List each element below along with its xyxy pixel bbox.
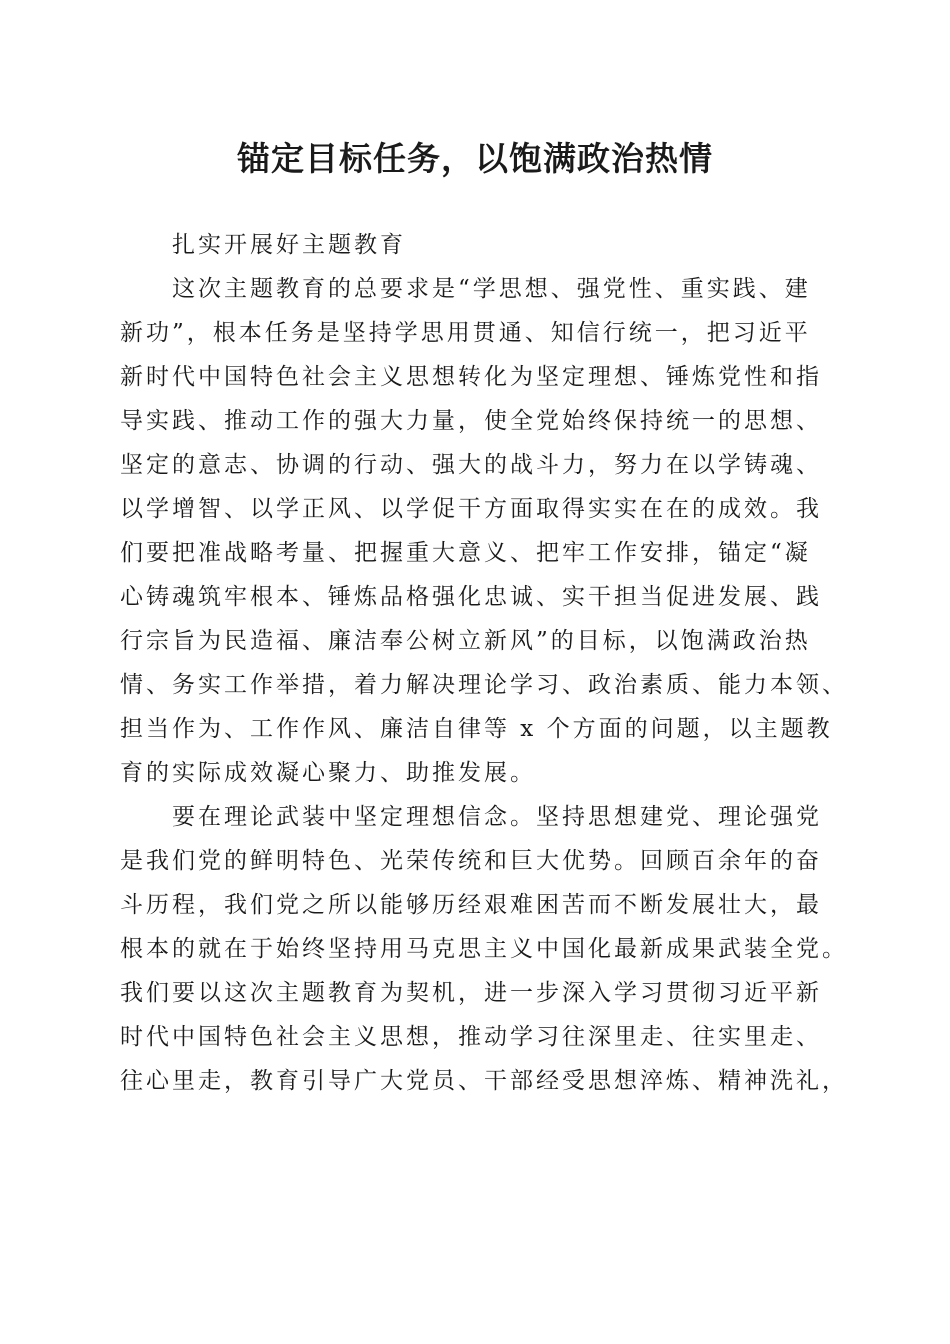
paragraph-2-line: 斗历程，我们党之所以能够历经艰难困苦而不断发展壮大，最: [120, 892, 822, 918]
paragraph-1-line: 新时代中国特色社会主义思想转化为坚定理想、锤炼党性和指: [120, 364, 822, 390]
paragraph-1-line: 情、务实工作举措，着力解决理论学习、政治素质、能力本领、: [120, 672, 848, 698]
paragraph-1-line: 导实践、推动工作的强大力量，使全党始终保持统一的思想、: [120, 408, 822, 434]
paragraph-1-line: 行宗旨为民造福、廉洁奉公树立新风”的目标，以饱满政治热: [120, 628, 811, 654]
subtitle-line: 扎实开展好主题教育: [172, 232, 406, 258]
paragraph-1-line: 新功”，根本任务是坚持学思用贯通、知信行统一，把习近平: [120, 320, 811, 346]
paragraph-2-line: 是我们党的鲜明特色、光荣传统和巨大优势。回顾百余年的奋: [120, 848, 822, 874]
paragraph-2-line: 时代中国特色社会主义思想，推动学习往深里走、往实里走、: [120, 1024, 822, 1050]
document-body: [120, 223, 848, 1103]
paragraph-1-line: 心铸魂筑牢根本、锤炼品格强化忠诚、实干担当促进发展、践: [120, 584, 822, 610]
paragraph-2-line: 我们要以这次主题教育为契机，进一步深入学习贯彻习近平新: [120, 980, 822, 1006]
paragraph-1-line: 坚定的意志、协调的行动、强大的战斗力，努力在以学铸魂、: [120, 452, 822, 478]
paragraph-1-line: 以学增智、以学正风、以学促干方面取得实实在在的成效。我: [120, 496, 822, 522]
paragraph-2-line: 要在理论武装中坚定理想信念。坚持思想建党、理论强党: [172, 804, 822, 830]
paragraph-1-line: 这次主题教育的总要求是“学思想、强党性、重实践、建: [172, 276, 811, 302]
paragraph-1-line: 们要把准战略考量、把握重大意义、把牢工作安排，锚定“凝: [120, 540, 811, 566]
paragraph-2-line: 往心里走，教育引导广大党员、干部经受思想淬炼、精神洗礼，: [120, 1068, 848, 1094]
document-title: 锚定目标任务，以饱满政治热情: [237, 139, 713, 178]
paragraph-1-line: 育的实际成效凝心聚力、助推发展。: [120, 760, 536, 786]
paragraph-2-line: 根本的就在于始终坚持用马克思主义中国化最新成果武装全党。: [120, 936, 848, 962]
paragraph-1-line: 担当作为、工作作风、廉洁自律等 x 个方面的问题，以主题教: [120, 716, 833, 742]
